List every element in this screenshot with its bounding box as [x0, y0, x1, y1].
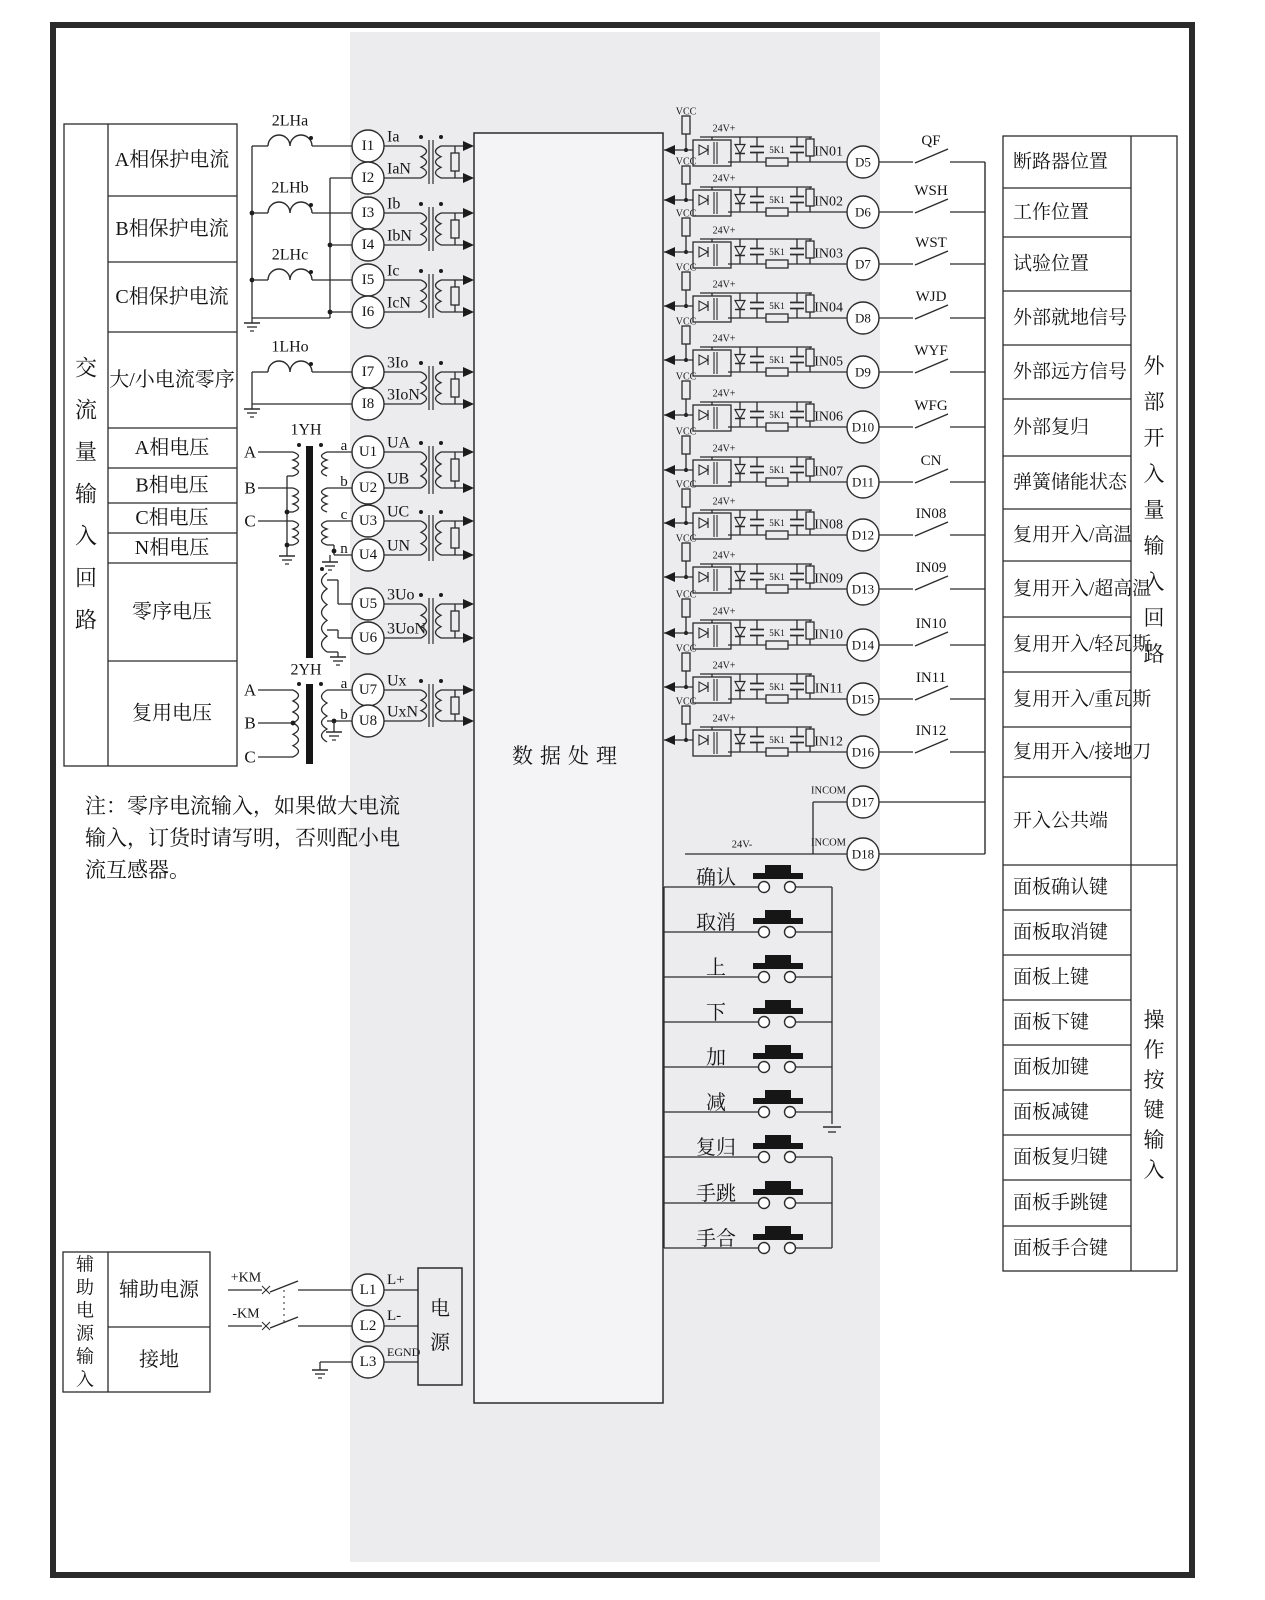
- rail-pos-label: 24V+: [712, 225, 736, 237]
- ext-input-section-char: 开: [1143, 426, 1165, 450]
- ext-input-section-char: 外: [1143, 354, 1165, 378]
- input-code-label: IN08: [814, 517, 843, 533]
- contact-label: IN11: [915, 670, 947, 686]
- ac-row-label: B相保护电流: [115, 218, 229, 240]
- terminal-label: U5: [358, 596, 378, 612]
- ct-coil-label: 2LHb: [271, 179, 309, 197]
- tap-label: n: [340, 541, 348, 557]
- ct-coil-label: 2LHa: [271, 112, 309, 130]
- terminal-label: D7: [855, 256, 871, 272]
- aux-row-label: 辅助电源: [119, 1279, 199, 1301]
- power-box-char: 源: [430, 1332, 450, 1354]
- keys-section-char: 入: [1143, 1158, 1165, 1182]
- vt-name: 2YH: [290, 661, 322, 679]
- terminal-label: D13: [851, 581, 875, 597]
- button-label: 下: [706, 1002, 726, 1024]
- terminal-label: I7: [361, 364, 375, 380]
- signal-label: UN: [387, 537, 411, 555]
- input-code-label: IN12: [814, 734, 843, 750]
- aux-section-label-char: 输: [76, 1346, 94, 1367]
- res-label: 5K1: [769, 301, 785, 311]
- panel-key-label: 面板取消键: [1013, 922, 1109, 943]
- rail-pos-label: 24V+: [712, 333, 736, 345]
- input-code-label: IN06: [814, 409, 843, 425]
- res-label: 5K1: [769, 518, 785, 528]
- ac-row-label: C相电压: [135, 507, 209, 529]
- terminal-label: D9: [855, 364, 871, 380]
- input-code-label: IN04: [814, 300, 843, 316]
- phase-label: B: [244, 713, 256, 733]
- phase-label: C: [244, 747, 256, 767]
- aux-power-table: [63, 1252, 210, 1392]
- panel-key-label: 面板上键: [1013, 967, 1090, 988]
- button-label: 取消: [696, 912, 736, 934]
- contact-label: IN09: [915, 560, 947, 576]
- terminal-label: I3: [361, 205, 375, 221]
- keys-section-char: 输: [1143, 1128, 1165, 1152]
- ac-row-label: 零序电压: [132, 601, 212, 623]
- signal-label: 3Uo: [387, 586, 415, 604]
- ac-section-label-char: 回: [74, 565, 98, 591]
- terminal-label: D11: [852, 474, 874, 490]
- rail-pos-label: 24V+: [712, 279, 736, 291]
- input-desc-label: 弹簧储能状态: [1013, 472, 1128, 493]
- signal-label: L+: [387, 1272, 405, 1288]
- terminal-label: L2: [359, 1318, 377, 1334]
- contact-label: IN10: [915, 616, 947, 632]
- rail-pos-label: 24V+: [712, 713, 736, 725]
- dsp-box: [474, 133, 663, 1403]
- input-desc-label: 开入公共端: [1013, 810, 1109, 832]
- terminal-label: D12: [851, 527, 875, 543]
- terminal-label: D10: [851, 419, 875, 435]
- rail-pos-label: 24V+: [712, 660, 736, 672]
- contact-label: WST: [915, 235, 947, 251]
- terminal-label: D5: [855, 154, 871, 170]
- res-label: 5K1: [769, 410, 785, 420]
- vcc-label: VCC: [675, 106, 697, 118]
- contact-label: CN: [920, 453, 942, 469]
- ac-section-label-char: 入: [74, 523, 98, 549]
- ct-coil-label: 2LHc: [271, 246, 309, 264]
- signal-label: IaN: [387, 160, 411, 178]
- ext-input-section-char: 量: [1143, 498, 1165, 522]
- signal-label: IcN: [387, 294, 411, 312]
- rail-pos-label: 24V+: [712, 606, 736, 618]
- button-label: 确认: [696, 867, 736, 889]
- input-desc-label: 外部就地信号: [1013, 307, 1128, 329]
- res-label: 5K1: [769, 628, 785, 638]
- power-box-char: 电: [430, 1298, 450, 1320]
- keys-section-char: 按: [1143, 1068, 1165, 1092]
- panel-key-label: 面板加键: [1013, 1057, 1090, 1078]
- note-line: 流互感器。: [85, 858, 190, 882]
- res-label: 5K1: [769, 682, 785, 692]
- note-line: 注：零序电流输入，如果做大电流: [85, 794, 400, 818]
- ext-input-section-char: 回: [1143, 606, 1165, 630]
- input-desc-label: 外部复归: [1013, 417, 1090, 438]
- tap-label: b: [340, 474, 348, 490]
- vcc-label: VCC: [675, 371, 697, 383]
- vcc-label: VCC: [675, 533, 697, 545]
- tap-label: c: [340, 507, 348, 523]
- panel-key-label: 面板复归键: [1013, 1147, 1109, 1168]
- input-code-label: IN09: [814, 571, 843, 587]
- terminal-label: I4: [361, 237, 375, 253]
- vcc-label: VCC: [675, 262, 697, 274]
- vcc-label: VCC: [675, 479, 697, 491]
- terminal-label: L3: [359, 1354, 377, 1370]
- ac-section-label-char: 路: [74, 607, 98, 633]
- ac-section-label-char: 输: [74, 481, 98, 507]
- button-label: 手跳: [696, 1183, 736, 1205]
- input-desc-label: 复用开入/接地刀: [1013, 741, 1152, 763]
- input-code-label: IN11: [814, 681, 843, 697]
- vcc-label: VCC: [675, 643, 697, 655]
- terminal-label: I1: [361, 138, 375, 154]
- rail-pos-label: 24V+: [712, 388, 736, 400]
- incom-label: INCOM: [810, 837, 846, 849]
- terminal-label: I8: [361, 396, 375, 412]
- terminal-label: U3: [358, 513, 378, 529]
- res-label: 5K1: [769, 572, 785, 582]
- button-label: 加: [706, 1047, 726, 1069]
- terminal-label: U8: [358, 713, 378, 729]
- input-code-label: IN03: [814, 246, 843, 262]
- contact-label: IN12: [915, 723, 947, 739]
- signal-label: UC: [387, 503, 410, 521]
- contact-label: IN08: [915, 506, 947, 522]
- ac-row-label: A相电压: [134, 437, 210, 459]
- ac-row-label: B相电压: [135, 474, 209, 497]
- ext-input-section-char: 部: [1143, 390, 1165, 414]
- panel-key-label: 面板手合键: [1013, 1238, 1109, 1259]
- terminal-label: D16: [851, 744, 875, 760]
- res-label: 5K1: [769, 355, 785, 365]
- terminal-label: U7: [358, 682, 378, 698]
- terminal-label: D18: [851, 846, 875, 862]
- button-label: 上: [706, 957, 726, 979]
- terminal-label: D17: [851, 794, 875, 810]
- phase-label: A: [243, 680, 257, 700]
- input-desc-label: 复用开入/超高温: [1013, 578, 1152, 600]
- res-label: 5K1: [769, 247, 785, 257]
- terminal-label: I6: [361, 304, 375, 320]
- ac-row-label: A相保护电流: [114, 149, 230, 171]
- rail-neg-label: 24V-: [731, 839, 753, 851]
- ac-section-label-char: 交: [74, 355, 98, 381]
- ext-input-section-char: 路: [1143, 642, 1165, 666]
- input-code-label: IN01: [814, 144, 843, 160]
- aux-row-label: 接地: [139, 1349, 179, 1371]
- rail-pos-label: 24V+: [712, 496, 736, 508]
- vcc-label: VCC: [675, 156, 697, 168]
- signal-label: 3UoN: [387, 620, 427, 638]
- rail-pos-label: 24V+: [712, 123, 736, 135]
- aux-section-label-char: 入: [76, 1369, 94, 1390]
- input-desc-label: 工作位置: [1013, 202, 1090, 223]
- button-label: 复归: [696, 1137, 736, 1159]
- aux-section-label-char: 助: [76, 1277, 94, 1298]
- km-label: -KM: [232, 1306, 260, 1322]
- ac-row-label: 大/小电流零序: [109, 369, 235, 391]
- ac-row-label: N相电压: [134, 537, 210, 559]
- input-desc-label: 复用开入/高温: [1013, 524, 1133, 546]
- input-code-label: IN02: [814, 194, 843, 210]
- ac-row-label: C相保护电流: [115, 286, 229, 308]
- input-desc-label: 外部远方信号: [1013, 361, 1128, 383]
- contact-label: WYF: [914, 343, 948, 359]
- vt-name: 1YH: [290, 421, 322, 439]
- panel-key-label: 面板下键: [1013, 1012, 1090, 1033]
- terminal-label: D8: [855, 310, 871, 326]
- tap-label: a: [340, 676, 348, 692]
- terminal-label: U2: [358, 480, 378, 496]
- vcc-label: VCC: [675, 426, 697, 438]
- terminal-label: U6: [358, 630, 378, 646]
- signal-label: EGND: [387, 1345, 421, 1359]
- ac-input-table: [64, 124, 237, 766]
- rail-pos-label: 24V+: [712, 443, 736, 455]
- tap-label: b: [340, 707, 348, 723]
- input-desc-label: 复用开入/轻瓦斯: [1013, 634, 1152, 655]
- dsp-label: 数据处理: [512, 744, 624, 768]
- terminal-label: U4: [358, 547, 378, 563]
- vcc-label: VCC: [675, 589, 697, 601]
- input-desc-label: 复用开入/重瓦斯: [1013, 689, 1152, 710]
- res-label: 5K1: [769, 735, 785, 745]
- signal-label: Ib: [387, 195, 401, 213]
- vcc-label: VCC: [675, 316, 697, 328]
- vcc-label: VCC: [675, 696, 697, 708]
- signal-label: Ia: [387, 128, 400, 146]
- phase-label: A: [243, 442, 257, 462]
- signal-label: IbN: [387, 227, 412, 245]
- incom-label: INCOM: [810, 785, 846, 797]
- contact-label: WSH: [914, 183, 948, 199]
- res-label: 5K1: [769, 145, 785, 155]
- signal-label: Ux: [387, 672, 407, 690]
- terminal-label: L1: [359, 1282, 377, 1298]
- res-label: 5K1: [769, 465, 785, 475]
- contact-label: WJD: [915, 289, 947, 305]
- note-line: 输入，订货时请写明，否则配小电: [85, 826, 400, 850]
- res-label: 5K1: [769, 195, 785, 205]
- ac-section-label-char: 量: [74, 439, 98, 465]
- signal-label: UA: [387, 434, 411, 452]
- terminal-label: D6: [855, 204, 871, 220]
- ext-input-section-char: 输: [1143, 534, 1165, 558]
- aux-section-label-char: 源: [76, 1323, 94, 1344]
- contact-label: WFG: [914, 398, 948, 414]
- input-code-label: IN05: [814, 354, 843, 370]
- panel-key-label: 面板确认键: [1013, 877, 1109, 898]
- signal-label: 3Io: [387, 354, 409, 372]
- rail-pos-label: 24V+: [712, 550, 736, 562]
- panel-key-label: 面板手跳键: [1013, 1192, 1109, 1214]
- aux-section-label-char: 电: [76, 1300, 94, 1321]
- panel-key-label: 面板减键: [1013, 1102, 1090, 1123]
- terminal-label: I5: [361, 272, 375, 288]
- terminal-label: U1: [358, 444, 378, 460]
- keys-section-char: 操: [1143, 1008, 1165, 1032]
- rail-pos-label: 24V+: [712, 173, 736, 185]
- terminal-label: I2: [361, 170, 375, 186]
- button-label: 减: [706, 1092, 726, 1114]
- tap-label: a: [340, 438, 348, 454]
- terminal-label: D14: [851, 637, 875, 653]
- signal-label: UxN: [387, 703, 419, 721]
- right-table: [1003, 136, 1177, 1271]
- signal-label: UB: [387, 470, 410, 488]
- input-desc-label: 试验位置: [1013, 253, 1090, 275]
- km-label: +KM: [230, 1270, 262, 1286]
- keys-section-char: 作: [1143, 1038, 1165, 1062]
- phase-label: C: [244, 511, 256, 531]
- input-code-label: IN07: [814, 464, 843, 480]
- input-desc-label: 断路器位置: [1013, 151, 1109, 173]
- signal-label: L-: [387, 1308, 402, 1324]
- ext-input-section-char: 入: [1143, 462, 1165, 486]
- keys-section-char: 键: [1143, 1098, 1165, 1122]
- ac-row-label: 复用电压: [132, 702, 212, 725]
- ext-input-section-char: 入: [1143, 570, 1165, 594]
- input-code-label: IN10: [814, 627, 843, 643]
- vcc-label: VCC: [675, 208, 697, 220]
- contact-label: QF: [921, 133, 941, 149]
- terminal-label: D15: [851, 691, 875, 707]
- button-label: 手合: [696, 1228, 736, 1250]
- ct-coil-label: 1LHo: [271, 338, 309, 356]
- aux-section-label-char: 辅: [76, 1254, 94, 1275]
- phase-label: B: [244, 478, 256, 498]
- ac-section-label-char: 流: [74, 397, 98, 423]
- signal-label: Ic: [387, 262, 400, 280]
- signal-label: 3IoN: [387, 386, 420, 404]
